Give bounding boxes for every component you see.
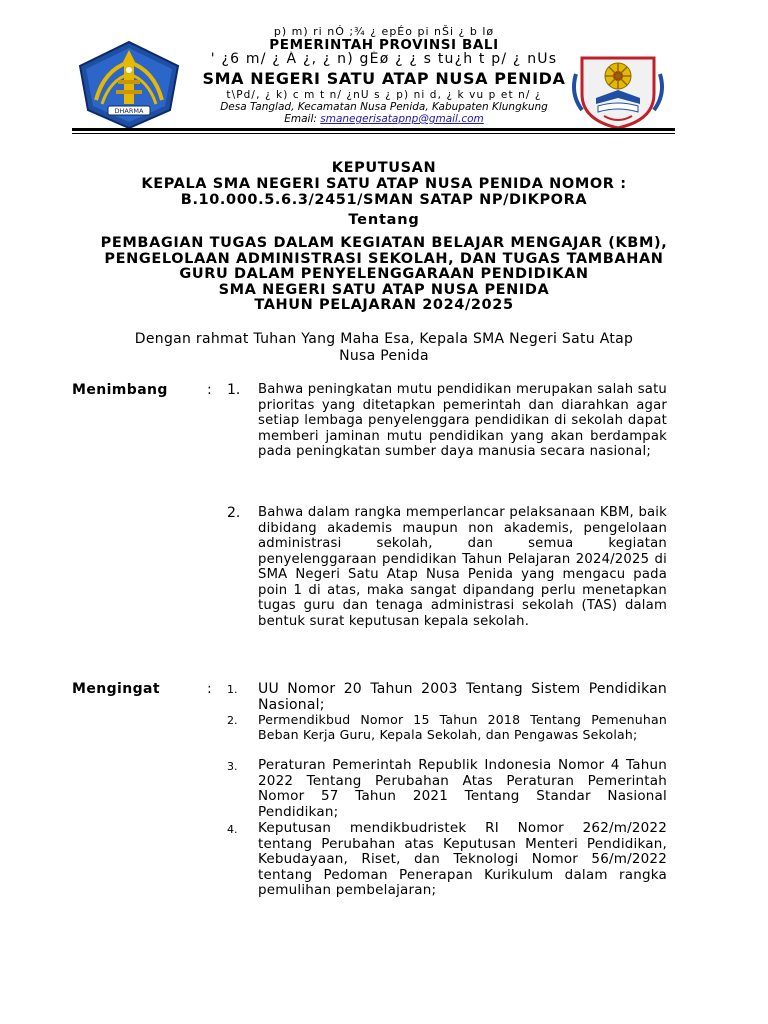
letterhead-script-line-3: t\Pd/, ¿ k) c m t n/ ¿nU s ¿ p) ni d, ¿ k vu p et n/ ¿ <box>226 89 542 101</box>
letterhead-script-line-2: ' ¿6 m/ ¿ Á ¿, ¿ n) gÉø ¿ ¿ s tu¿h t p/ ¿ nUs <box>210 51 558 67</box>
subject-line: PEMBAGIAN TUGAS DALAM KEGIATAN BELAJAR MENGAJAR (KBM), <box>100 235 668 251</box>
tentang-label: Tentang <box>348 212 420 228</box>
list-item-number: 4. <box>227 823 238 836</box>
list-item-number: 2. <box>227 714 238 727</box>
list-item-text: Keputusan mendikbudristek RI Nomor 262/m/2022 tentang Perubahan atas Keputusan Menteri Pendidikan, Kebudayaan, Riset, dan Teknologi Nomor 56/m/2022 tentang Pedoman Penerapan Kurikulum dalam rangka pemulihan pembelajaran; <box>258 820 667 898</box>
list-item-text: Permendikbud Nomor 15 Tahun 2018 Tentang Pemenuhan Beban Kerja Guru, Kepala Sekolah, dan Pengawas Sekolah; <box>258 712 667 742</box>
government-name: PEMERINTAH PROVINSI BALI <box>269 37 499 53</box>
menimbang-colon: : <box>207 382 212 398</box>
subject-line: PENGELOLAAN ADMINISTRASI SEKOLAH, DAN TUGAS TAMBAHAN <box>104 251 664 267</box>
school-address: Desa Tanglad, Kecamatan Nusa Penida, Kabupaten Klungkung <box>220 101 548 113</box>
list-item-number: 3. <box>227 760 238 773</box>
subject-line: TAHUN PELAJARAN 2024/2025 <box>254 297 514 313</box>
subject-line: GURU DALAM PENYELENGGARAAN PENDIDIKAN <box>179 266 589 282</box>
mengingat-label: Mengingat <box>72 681 160 697</box>
email-link[interactable]: smanegerisatapnp@gmail.com <box>320 113 484 125</box>
list-item-number: 2. <box>227 505 241 521</box>
email-line <box>140 113 628 125</box>
letterhead-rule-thin <box>72 133 675 134</box>
list-item-number: 1. <box>227 683 238 696</box>
list-item-text: Bahwa peningkatan mutu pendidikan merupakan salah satu prioritas yang ditetapkan pemerintah dan diarahkan agar setiap lembaga penyelenggara pendidikan di sekolah dapat memberi jaminan mutu pendidikan yang akan berdampak pada peningkatan sumber daya manusia secara nasional; <box>258 382 667 459</box>
decree-heading: KEPUTUSAN <box>331 160 437 176</box>
menimbang-label: Menimbang <box>72 382 168 398</box>
preamble-line-1: Dengan rahmat Tuhan Yang Maha Esa, Kepala SMA Negeri Satu Atap <box>134 331 634 347</box>
list-item-text: Peraturan Pemerintah Republik Indonesia Nomor 4 Tahun 2022 Tentang Perubahan Atas Peraturan Pemerintah Nomor 57 Tahun 2021 Tentang Standar Nasional Pendidikan; <box>258 757 667 820</box>
school-name: SMA NEGERI SATU ATAP NUSA PENIDA <box>202 69 566 88</box>
mengingat-colon: : <box>207 681 212 697</box>
subject-line: SMA NEGERI SATU ATAP NUSA PENIDA <box>218 282 550 298</box>
emblem-motto: DHARMA <box>114 107 144 115</box>
list-item-text: UU Nomor 20 Tahun 2003 Tentang Sistem Pendidikan Nasional; <box>258 681 667 713</box>
preamble-line-2: Nusa Penida <box>339 348 429 364</box>
decree-number: B.10.000.5.6.3/2451/SMAN SATAP NP/DIKPORA <box>180 192 588 208</box>
decree-issuer: KEPALA SMA NEGERI SATU ATAP NUSA PENIDA NOMOR : <box>141 176 627 192</box>
letterhead-rule-thick <box>72 128 675 131</box>
letterhead-script-line-1: p) m) ri nÓ ;¾ ¿ epÉo pi nŠi ¿ b lø <box>273 25 495 38</box>
email-label: Email: <box>284 113 317 125</box>
list-item-number: 1. <box>227 382 241 398</box>
list-item-text: Bahwa dalam rangka memperlancar pelaksanaan KBM, baik dibidang akademis maupun non akademis, pengelolaan administrasi sekolah, dan semua kegiatan penyelenggaraan pendidikan Tahun Pelajaran 2024/2025 di SMA Negeri Satu Atap Nusa Penida yang mengacu pada poin 1 di atas, maka sangat dipandang perlu menetapkan tugas guru dan tenaga administrasi sekolah (TAS) dalam bentuk surat keputusan kepala sekolah. <box>258 505 667 629</box>
